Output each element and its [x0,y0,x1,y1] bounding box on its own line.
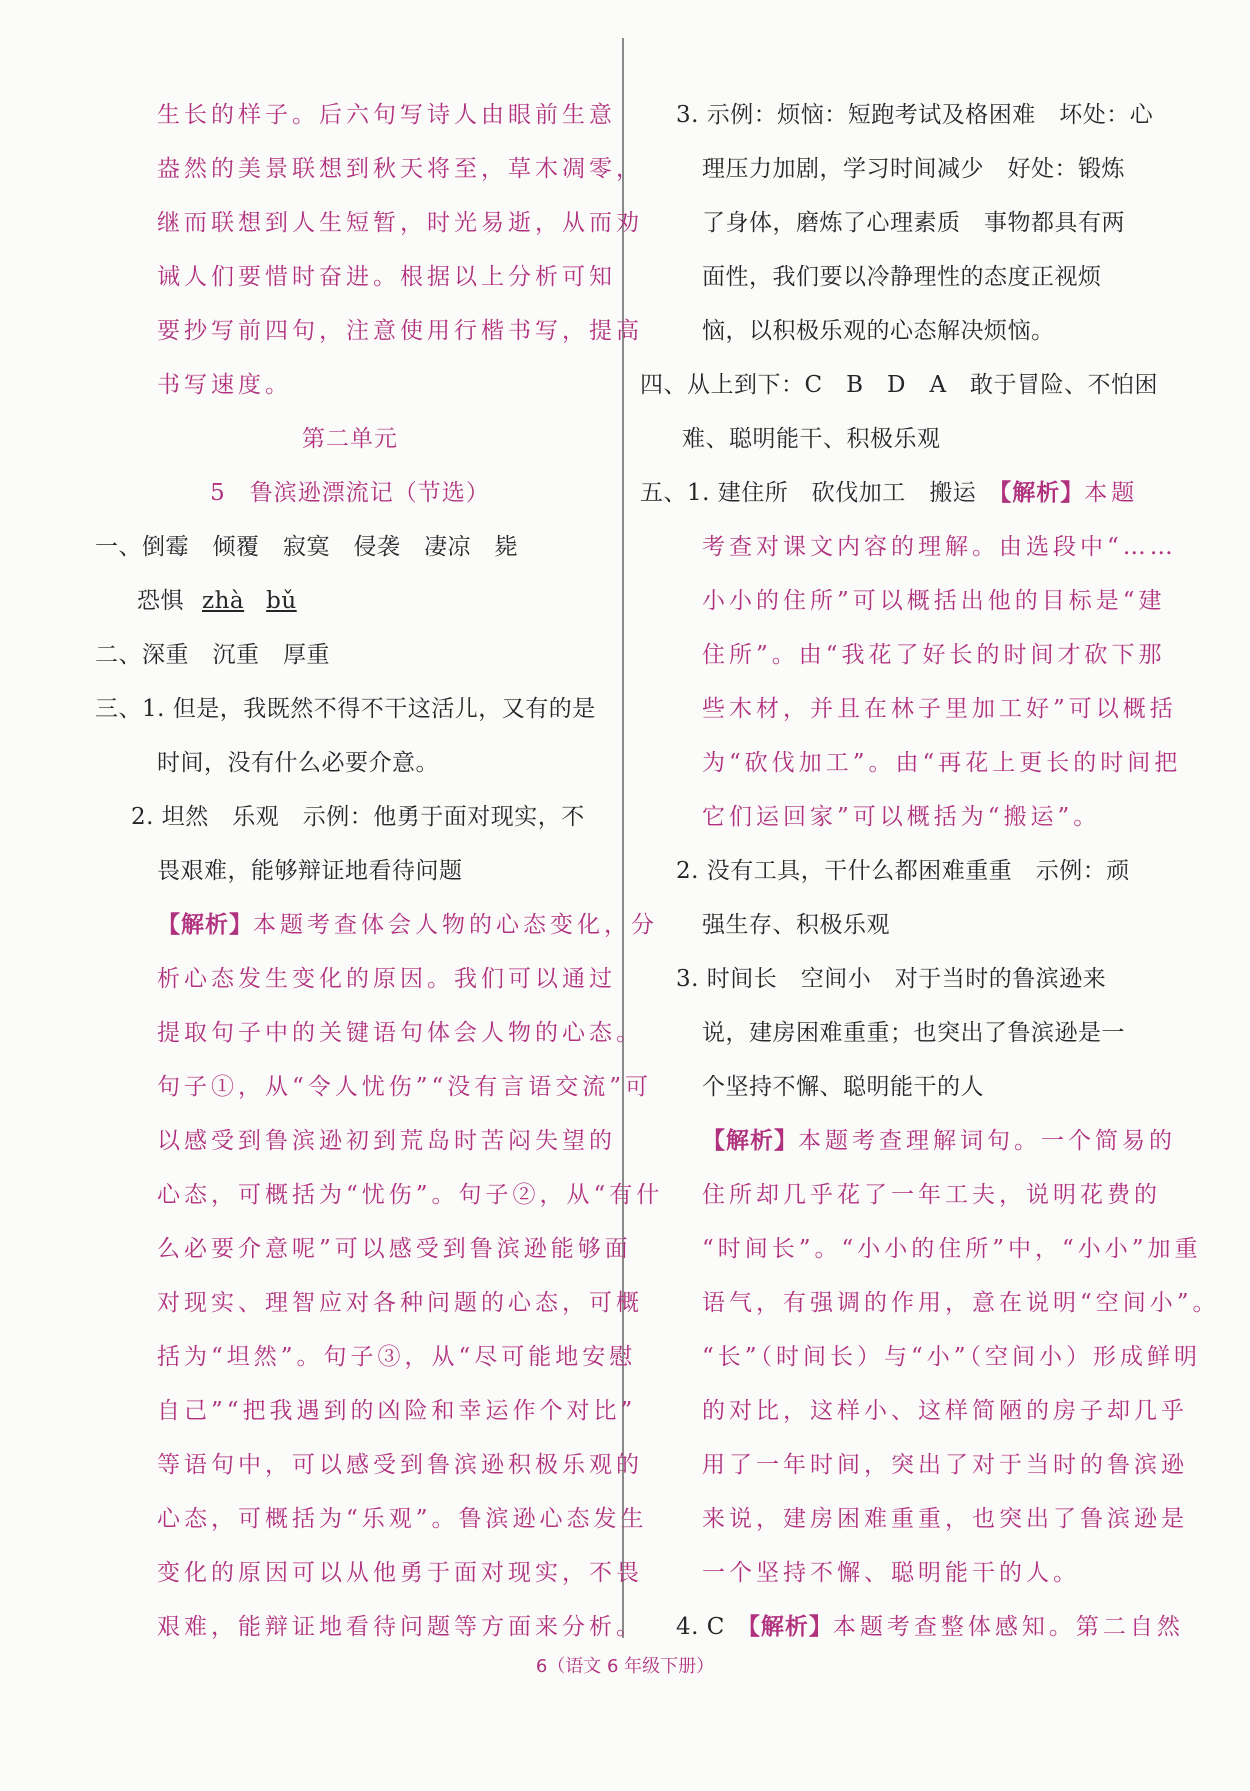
line-text: “时间长”。“小小的住所”中，“小小”加重 [702,1236,1202,1262]
text-line [95,88,616,142]
line-text: 恼，以积极乐观的心态解决烦恼。 [702,318,1055,344]
text-line [640,1222,1202,1276]
text-line [640,1276,1220,1330]
line-text: 盎然的美景联想到秋天将至，草木凋零， [157,156,643,182]
section-heading [95,466,605,520]
line-text: 提取句子中的关键语句体会人物的心态。 [157,1020,643,1046]
line-text: 五、1. 建住所 砍伐加工 搬运 [640,480,1000,506]
text-line [95,520,605,574]
text-line [640,844,1155,898]
line-text: 一、倒霉 倾覆 寂寞 侵袭 凄凉 毙 [95,534,518,560]
text-line [95,1276,643,1330]
line-text: 恐惧 [137,588,184,614]
line-text: 二、深重 沉重 厚重 [95,642,330,668]
line-text: 难、聪明能干、积极乐观 [682,426,941,452]
text-line [640,250,1155,304]
text-line [95,1330,637,1384]
text-line [640,142,1155,196]
text-line [640,1600,1184,1654]
left-column [95,88,664,1654]
text-line [640,1006,1155,1060]
line-text: 它们运回家”可以概括为“搬运”。 [702,804,1101,830]
text-line [640,304,1155,358]
text-line [640,1168,1161,1222]
text-line [95,250,616,304]
text-line [95,1492,648,1546]
pinyin-answer: bǔ [266,588,297,614]
text-line [640,412,1155,466]
analysis-tag: 【解析】 [702,1127,798,1154]
line-text: 时间，没有什么必要介意。 [157,750,439,776]
text-line [95,1222,632,1276]
text-line [95,790,605,844]
text-line [640,790,1155,844]
text-line [640,1384,1188,1438]
line-text: 等语句中，可以感受到鲁滨逊积极乐观的 [157,1452,643,1478]
line-text: 心态，可概括为“乐观”。鲁滨逊心态发生 [157,1506,648,1532]
text-line [640,358,1159,412]
text-line [95,628,605,682]
text-line [95,196,643,250]
text-line [95,682,605,736]
line-text: 畏艰难，能够辩证地看待问题 [157,858,463,884]
line-text: 5 鲁滨逊漂流记（节选） [210,480,490,506]
line-text: 4. C [676,1614,749,1640]
text-line [95,1546,643,1600]
pinyin-answer: zhà [202,588,245,614]
text-line [640,88,1155,142]
line-text: 三、1. 但是，我既然不得不干这活儿，又有的是 [95,696,596,722]
line-text: 为“砍伐加工”。由“再花上更长的时间把 [702,750,1182,776]
line-text: 住所却几乎花了一年工夫，说明花费的 [702,1182,1161,1208]
line-text: 心态，可概括为“忧伤”。句子②，从“有什 [157,1182,664,1208]
line-text: 理压力加剧，学习时间减少 好处：锻炼 [702,156,1125,182]
text-line [640,1114,1176,1168]
line-text: 括为“坦然”。句子③，从“尽可能地安慰 [157,1344,637,1370]
line-text: 本题考查整体感知。第二自然 [832,1614,1184,1640]
line-text: 对现实、理智应对各种问题的心态，可概 [157,1290,643,1316]
text-line [95,1114,616,1168]
text-line [95,574,605,628]
line-text: 析心态发生变化的原因。我们可以通过 [157,966,616,992]
line-text: 了身体，磨炼了心理素质 事物都具有两 [702,210,1125,236]
line-text: 个坚持不懈、聪明能干的人 [702,1074,984,1100]
text-line [640,196,1155,250]
text-line [95,844,605,898]
text-line [640,1546,1155,1600]
text-line [640,628,1166,682]
text-line [640,736,1182,790]
text-line [95,1438,643,1492]
text-line [95,358,605,412]
line-text: 2. 坦然 乐观 示例：他勇于面对现实，不 [131,804,585,830]
line-text: 书写速度。 [157,372,292,398]
line-text: 2. 没有工具，干什么都困难重重 示例：顽 [676,858,1130,884]
page-footer: 6（语文 6 年级下册） [535,1656,715,1677]
text-line [640,898,1155,952]
line-text: 3. 时间长 空间小 对于当时的鲁滨逊来 [676,966,1107,992]
analysis-tag: 【解析】 [748,1613,833,1640]
line-text: 3. 示例：烦恼：短跑考试及格困难 坏处：心 [676,102,1154,128]
line-text: 些木材，并且在林子里加工好”可以概括 [702,696,1177,722]
text-line [640,1060,1155,1114]
line-text: 自己”“把我遇到的凶险和幸运作个对比” [157,1398,637,1424]
text-line [95,1060,653,1114]
line-text: 本题考查理解词句。一个简易的 [798,1128,1176,1154]
section-heading [95,412,605,466]
line-text: 考查对课文内容的理解。由选段中“…… [702,534,1177,560]
text-line [640,1330,1202,1384]
line-text: 面性，我们要以冷静理性的态度正视烦 [702,264,1102,290]
line-text: 继而联想到人生短暂，时光易逝，从而劝 [157,210,643,236]
line-text: 的对比，这样小、这样简陋的房子却几乎 [702,1398,1188,1424]
line-text: 诫人们要惜时奋进。根据以上分析可知 [157,264,616,290]
text-line [640,520,1177,574]
text-line [95,304,643,358]
text-line [640,574,1166,628]
line-text: 第二单元 [302,426,398,452]
line-text: 四、从上到下：C B D A 敢于冒险、不怕困 [640,372,1159,398]
analysis-tag: 【解析】 [999,479,1085,506]
line-text: 用了一年时间，突出了对于当时的鲁滨逊 [702,1452,1188,1478]
line-text: 句子①，从“令人忧伤”“没有言语交流”可 [157,1074,653,1100]
text-line [95,142,643,196]
line-text: 本题 [1084,480,1139,506]
analysis-tag: 【解析】 [157,911,253,938]
text-line [95,1006,643,1060]
text-line [640,952,1155,1006]
text-line [95,1384,637,1438]
line-text: 要抄写前四句，注意使用行楷书写，提高 [157,318,643,344]
text-line [640,1492,1188,1546]
text-line [95,1600,643,1654]
line-text: “长”（时间长）与“小”（空间小）形成鲜明 [702,1344,1202,1370]
text-line [640,466,1155,520]
line-text: 以感受到鲁滨逊初到荒岛时苦闷失望的 [157,1128,616,1154]
text-line [95,736,605,790]
text-line [95,952,616,1006]
line-text: 来说，建房困难重重，也突出了鲁滨逊是 [702,1506,1188,1532]
line-text: 住所”。由“我花了好长的时间才砍下那 [702,642,1166,668]
text-line [95,1168,664,1222]
line-text: 本题考查体会人物的心态变化，分 [253,912,658,938]
line-text: 说，建房困难重重；也突出了鲁滨逊是一 [702,1020,1125,1046]
line-text: 生长的样子。后六句写诗人由眼前生意 [157,102,616,128]
line-text: 小小的住所”可以概括出他的目标是“建 [702,588,1166,614]
line-text: 一个坚持不懈、聪明能干的人。 [702,1560,1080,1586]
right-column [640,88,1220,1654]
line-text: 么必要介意呢”可以感受到鲁滨逊能够面 [157,1236,632,1262]
line-text: 语气，有强调的作用，意在说明“空间小”。 [702,1290,1220,1316]
text-line [640,1438,1188,1492]
text-line [640,682,1177,736]
line-text: 强生存、积极乐观 [702,912,890,938]
line-text: 艰难，能辩证地看待问题等方面来分析。 [157,1614,643,1640]
line-text: 变化的原因可以从他勇于面对现实，不畏 [157,1560,643,1586]
text-line [95,898,658,952]
